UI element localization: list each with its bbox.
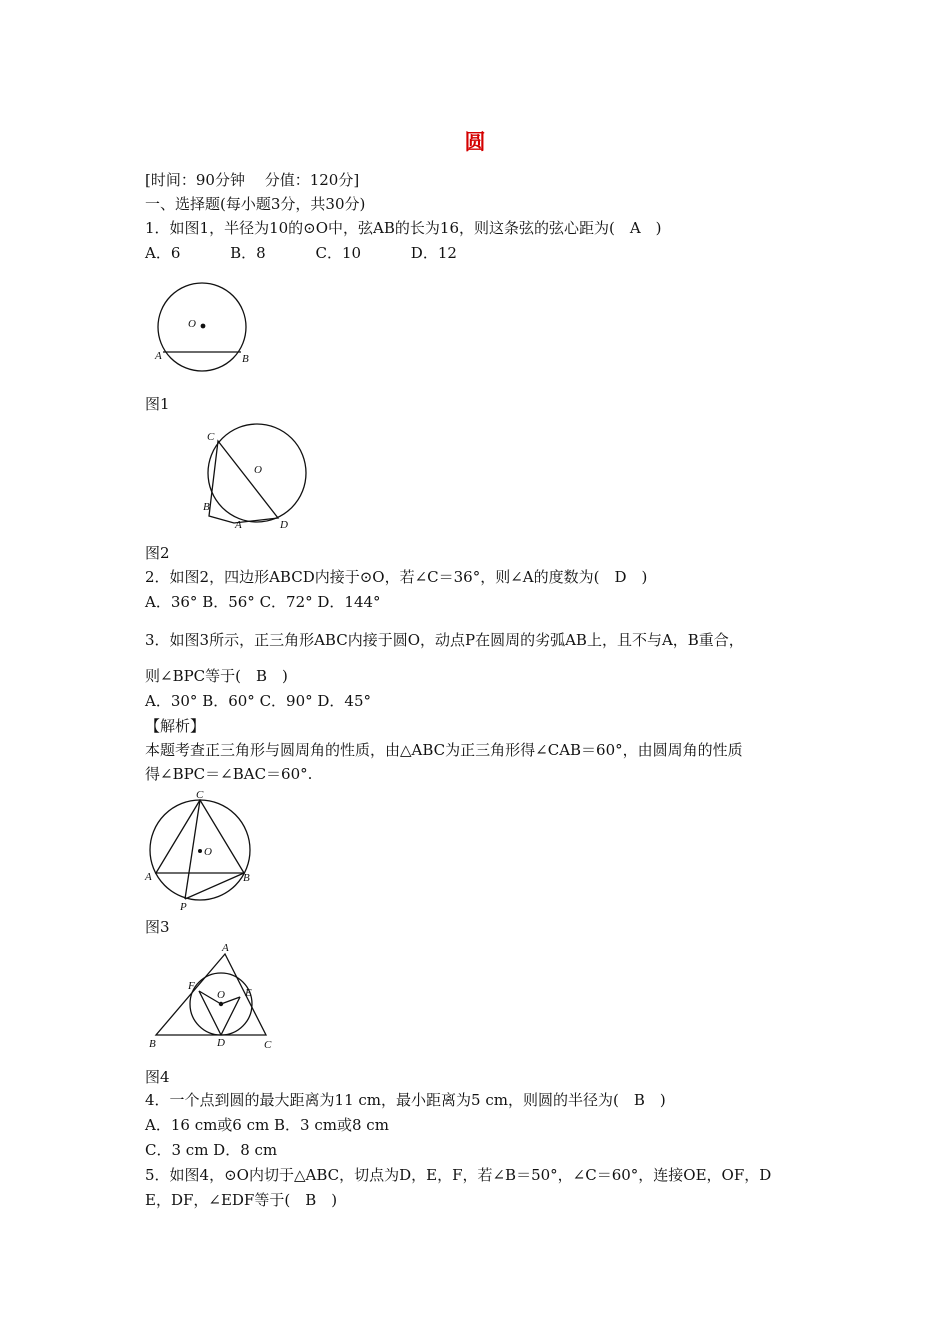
question-3-text: 3．如图3所示，正三角形ABC内接于圆O，动点P在圆周的劣弧AB上，且不与A，B重合，	[145, 631, 744, 649]
fig4-label-f: F	[188, 980, 195, 992]
question-3-options: A．30° B．60° C．90° D．45°	[145, 692, 372, 710]
fig2-label-o: O	[254, 464, 262, 476]
figure-2-caption: 图2	[145, 544, 170, 562]
figure-4-diagram	[143, 940, 278, 1055]
analysis-title: 【解析】	[145, 717, 206, 735]
fig4-label-b: B	[149, 1038, 156, 1050]
fig2-label-b: B	[203, 501, 210, 513]
fig3-label-o: O	[204, 846, 212, 858]
fig4-label-d: D	[217, 1037, 225, 1049]
question-4-options-1: A．16 cm或6 cm B．3 cm或8 cm	[145, 1116, 389, 1134]
question-2-text: 2．如图2，四边形ABCD内接于⊙O，若∠C＝36°，则∠A的度数为( D )	[145, 568, 648, 586]
fig4-label-a: A	[222, 942, 229, 954]
fig1-label-a: A	[155, 350, 162, 362]
fig3-label-a: A	[145, 871, 152, 883]
fig4-label-o: O	[217, 989, 225, 1001]
fig1-label-o: O	[188, 318, 196, 330]
fig3-label-c: C	[196, 789, 204, 801]
analysis-line-1: 本题考查正三角形与圆周角的性质，由△ABC为正三角形得∠CAB＝60°，由圆周角的性质	[145, 741, 743, 759]
question-1-options: A．6 B．8 C．10 D．12	[145, 244, 457, 262]
fig4-label-c: C	[264, 1039, 272, 1051]
fig3-segment-cp	[185, 800, 200, 899]
section-heading: 一、选择题(每小题3分，共30分)	[145, 195, 366, 213]
page-title: 圆	[464, 130, 486, 154]
fig2-label-d: D	[280, 519, 288, 531]
question-5-text-cont: E，DF，∠EDF等于( B )	[145, 1191, 338, 1209]
fig2-label-c: C	[207, 431, 215, 443]
question-4-text: 4．一个点到圆的最大距离为11 cm，最小距离为5 cm，则圆的半径为( B )	[145, 1091, 666, 1109]
fig3-center-dot	[198, 849, 202, 853]
fig3-label-b: B	[243, 872, 250, 884]
fig4-label-e: E	[245, 987, 252, 999]
fig2-label-a: A	[235, 519, 242, 531]
question-1-text: 1．如图1，半径为10的⊙O中，弦AB的长为16，则这条弦的弦心距为( A )	[145, 219, 662, 237]
fig4-center-dot	[219, 1002, 223, 1006]
question-5-text: 5．如图4，⊙O内切于△ABC，切点为D，E，F，若∠B＝50°，∠C＝60°，连接OE，OF，D	[145, 1166, 772, 1184]
fig3-label-p: P	[180, 901, 187, 913]
question-2-options: A．36° B．56° C．72° D．144°	[145, 593, 381, 611]
figure-1-diagram	[150, 282, 260, 377]
exam-meta: [时间：90分钟 分值：120分]	[145, 171, 360, 189]
figure-3-caption: 图3	[145, 918, 170, 936]
question-3-text-cont: 则∠BPC等于( B )	[145, 667, 288, 685]
question-4-options-2: C．3 cm D．8 cm	[145, 1141, 278, 1159]
figure-2-diagram	[200, 420, 315, 535]
analysis-line-2: 得∠BPC＝∠BAC＝60°.	[145, 765, 313, 783]
figure-4-caption: 图4	[145, 1068, 170, 1086]
figure-1-caption: 图1	[145, 395, 170, 413]
fig1-center-dot	[201, 324, 206, 329]
fig1-label-b: B	[242, 353, 249, 365]
fig2-quadrilateral	[209, 441, 278, 523]
figure-3-diagram	[143, 788, 263, 913]
